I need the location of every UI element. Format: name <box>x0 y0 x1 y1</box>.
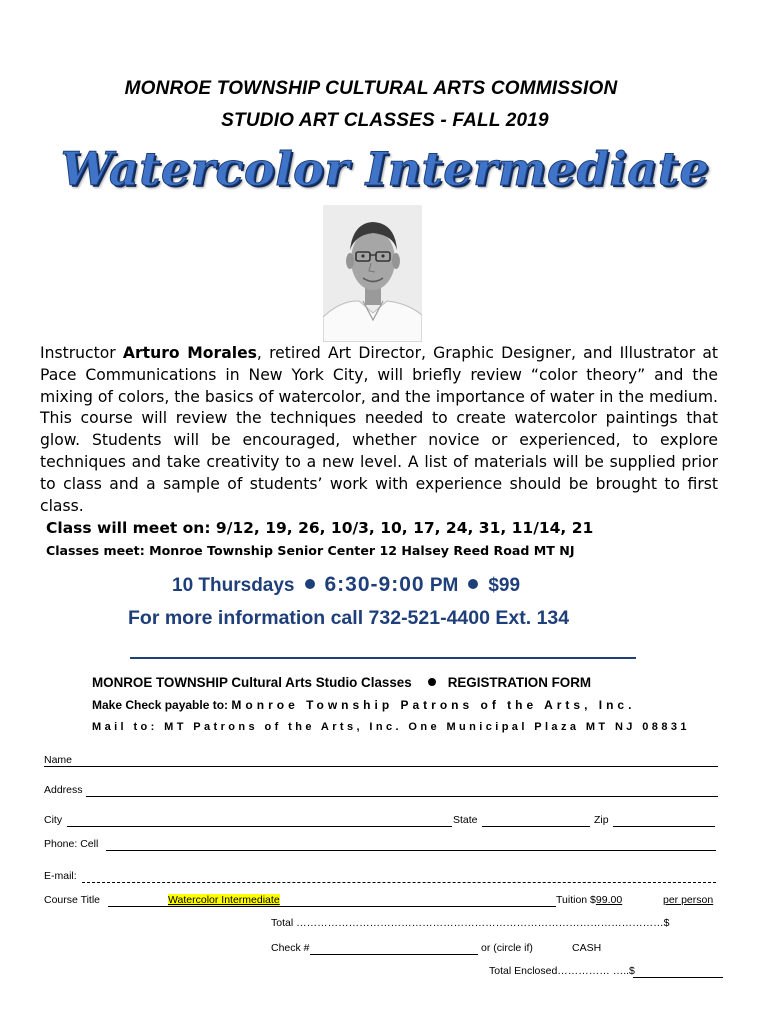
course-title: Watercolor Intermediate <box>60 142 710 196</box>
tuition-label: Tuition $ <box>556 894 596 906</box>
total-enclosed-label: Total Enclosed…………… …..$ <box>489 965 635 977</box>
section-divider <box>130 657 636 659</box>
zip-label: Zip <box>594 814 609 826</box>
address-field[interactable] <box>86 796 718 797</box>
bullet-icon <box>428 678 436 686</box>
check-label: Check # <box>271 942 310 954</box>
per-person-label: per person <box>663 894 714 906</box>
description-text: , retired Art Director, Graphic Designer, and Illustrator at Pace Communications in New York City, will briefly review “color theory” and the mixing of colors, the basics of watercolor, and the importance of water in the medium. This course will review the techniques needed to create watercolor paintings that glow. Students will be encouraged, whether novice or experienced, to explore techniques and take creativity to a new level. A list of materials will be supplied prior to class and a sample of students’ work with experience should be brought to first class. <box>40 344 718 515</box>
phone-label: Phone: Cell <box>44 838 99 850</box>
course-description <box>40 343 718 517</box>
check-number-field[interactable] <box>310 954 478 955</box>
instructor-name: Arturo Morales <box>122 344 257 362</box>
total-enclosed-field[interactable] <box>633 977 723 978</box>
city-label: City <box>44 814 63 826</box>
payable-line <box>92 698 635 712</box>
payable-label: Make Check payable to: <box>92 698 229 712</box>
contact-info: For more information call 732-521-4400 Ext. 134 <box>128 607 570 629</box>
course-title-value <box>168 894 280 906</box>
course-title-label: Course Title <box>44 894 101 906</box>
class-location: Classes meet: Monroe Township Senior Center 12 Halsey Reed Road MT NJ <box>46 543 575 558</box>
time-suffix: PM <box>429 575 459 596</box>
registration-program: MONROE TOWNSHIP Cultural Arts Studio Classes <box>92 675 412 690</box>
payable-to: Monroe Township Patrons of the Arts, Inc. <box>231 698 636 712</box>
description-lead: Instructor <box>40 344 123 362</box>
email-field[interactable] <box>82 882 716 883</box>
state-field[interactable] <box>482 826 590 827</box>
course-price: $99 <box>488 575 521 596</box>
name-label: Name <box>44 754 73 766</box>
or-circle-label: or (circle if) <box>481 942 533 954</box>
session-count: 10 Thursdays <box>172 575 295 596</box>
registration-heading <box>92 675 591 690</box>
schedule-line <box>172 573 520 597</box>
course-title-field[interactable] <box>108 906 556 907</box>
tuition <box>556 894 622 906</box>
portrait-image <box>323 205 422 342</box>
phone-field[interactable] <box>106 850 716 851</box>
mail-to: Mail to: MT Patrons of the Arts, Inc. One Municipal Plaza MT NJ 08831 <box>92 721 690 733</box>
class-dates: Class will meet on: 9/12, 19, 26, 10/3, 10, 17, 24, 31, 11/14, 21 <box>46 519 594 537</box>
cash-option[interactable]: CASH <box>572 942 602 954</box>
bullet-icon <box>305 579 315 589</box>
state-label: State <box>453 814 478 826</box>
address-label: Address <box>44 784 83 796</box>
registration-form-label: REGISTRATION FORM <box>447 675 592 690</box>
zip-field[interactable] <box>613 826 715 827</box>
org-heading: MONROE TOWNSHIP CULTURAL ARTS COMMISSION <box>124 78 618 99</box>
course-title-highlight: Watercolor Intermediate <box>168 894 280 906</box>
semester-heading: STUDIO ART CLASSES - FALL 2019 <box>221 110 549 131</box>
email-label: E-mail: <box>44 870 77 882</box>
instructor-photo <box>323 205 422 342</box>
session-time: 6:30-9:00 <box>324 573 425 596</box>
bullet-icon <box>468 579 478 589</box>
tuition-value: 99.00 <box>595 894 623 906</box>
name-field[interactable] <box>44 766 718 767</box>
per-person <box>663 894 713 906</box>
city-field[interactable] <box>67 826 452 827</box>
total-line: Total ……………………………………………………………………………………………$ <box>271 917 670 929</box>
